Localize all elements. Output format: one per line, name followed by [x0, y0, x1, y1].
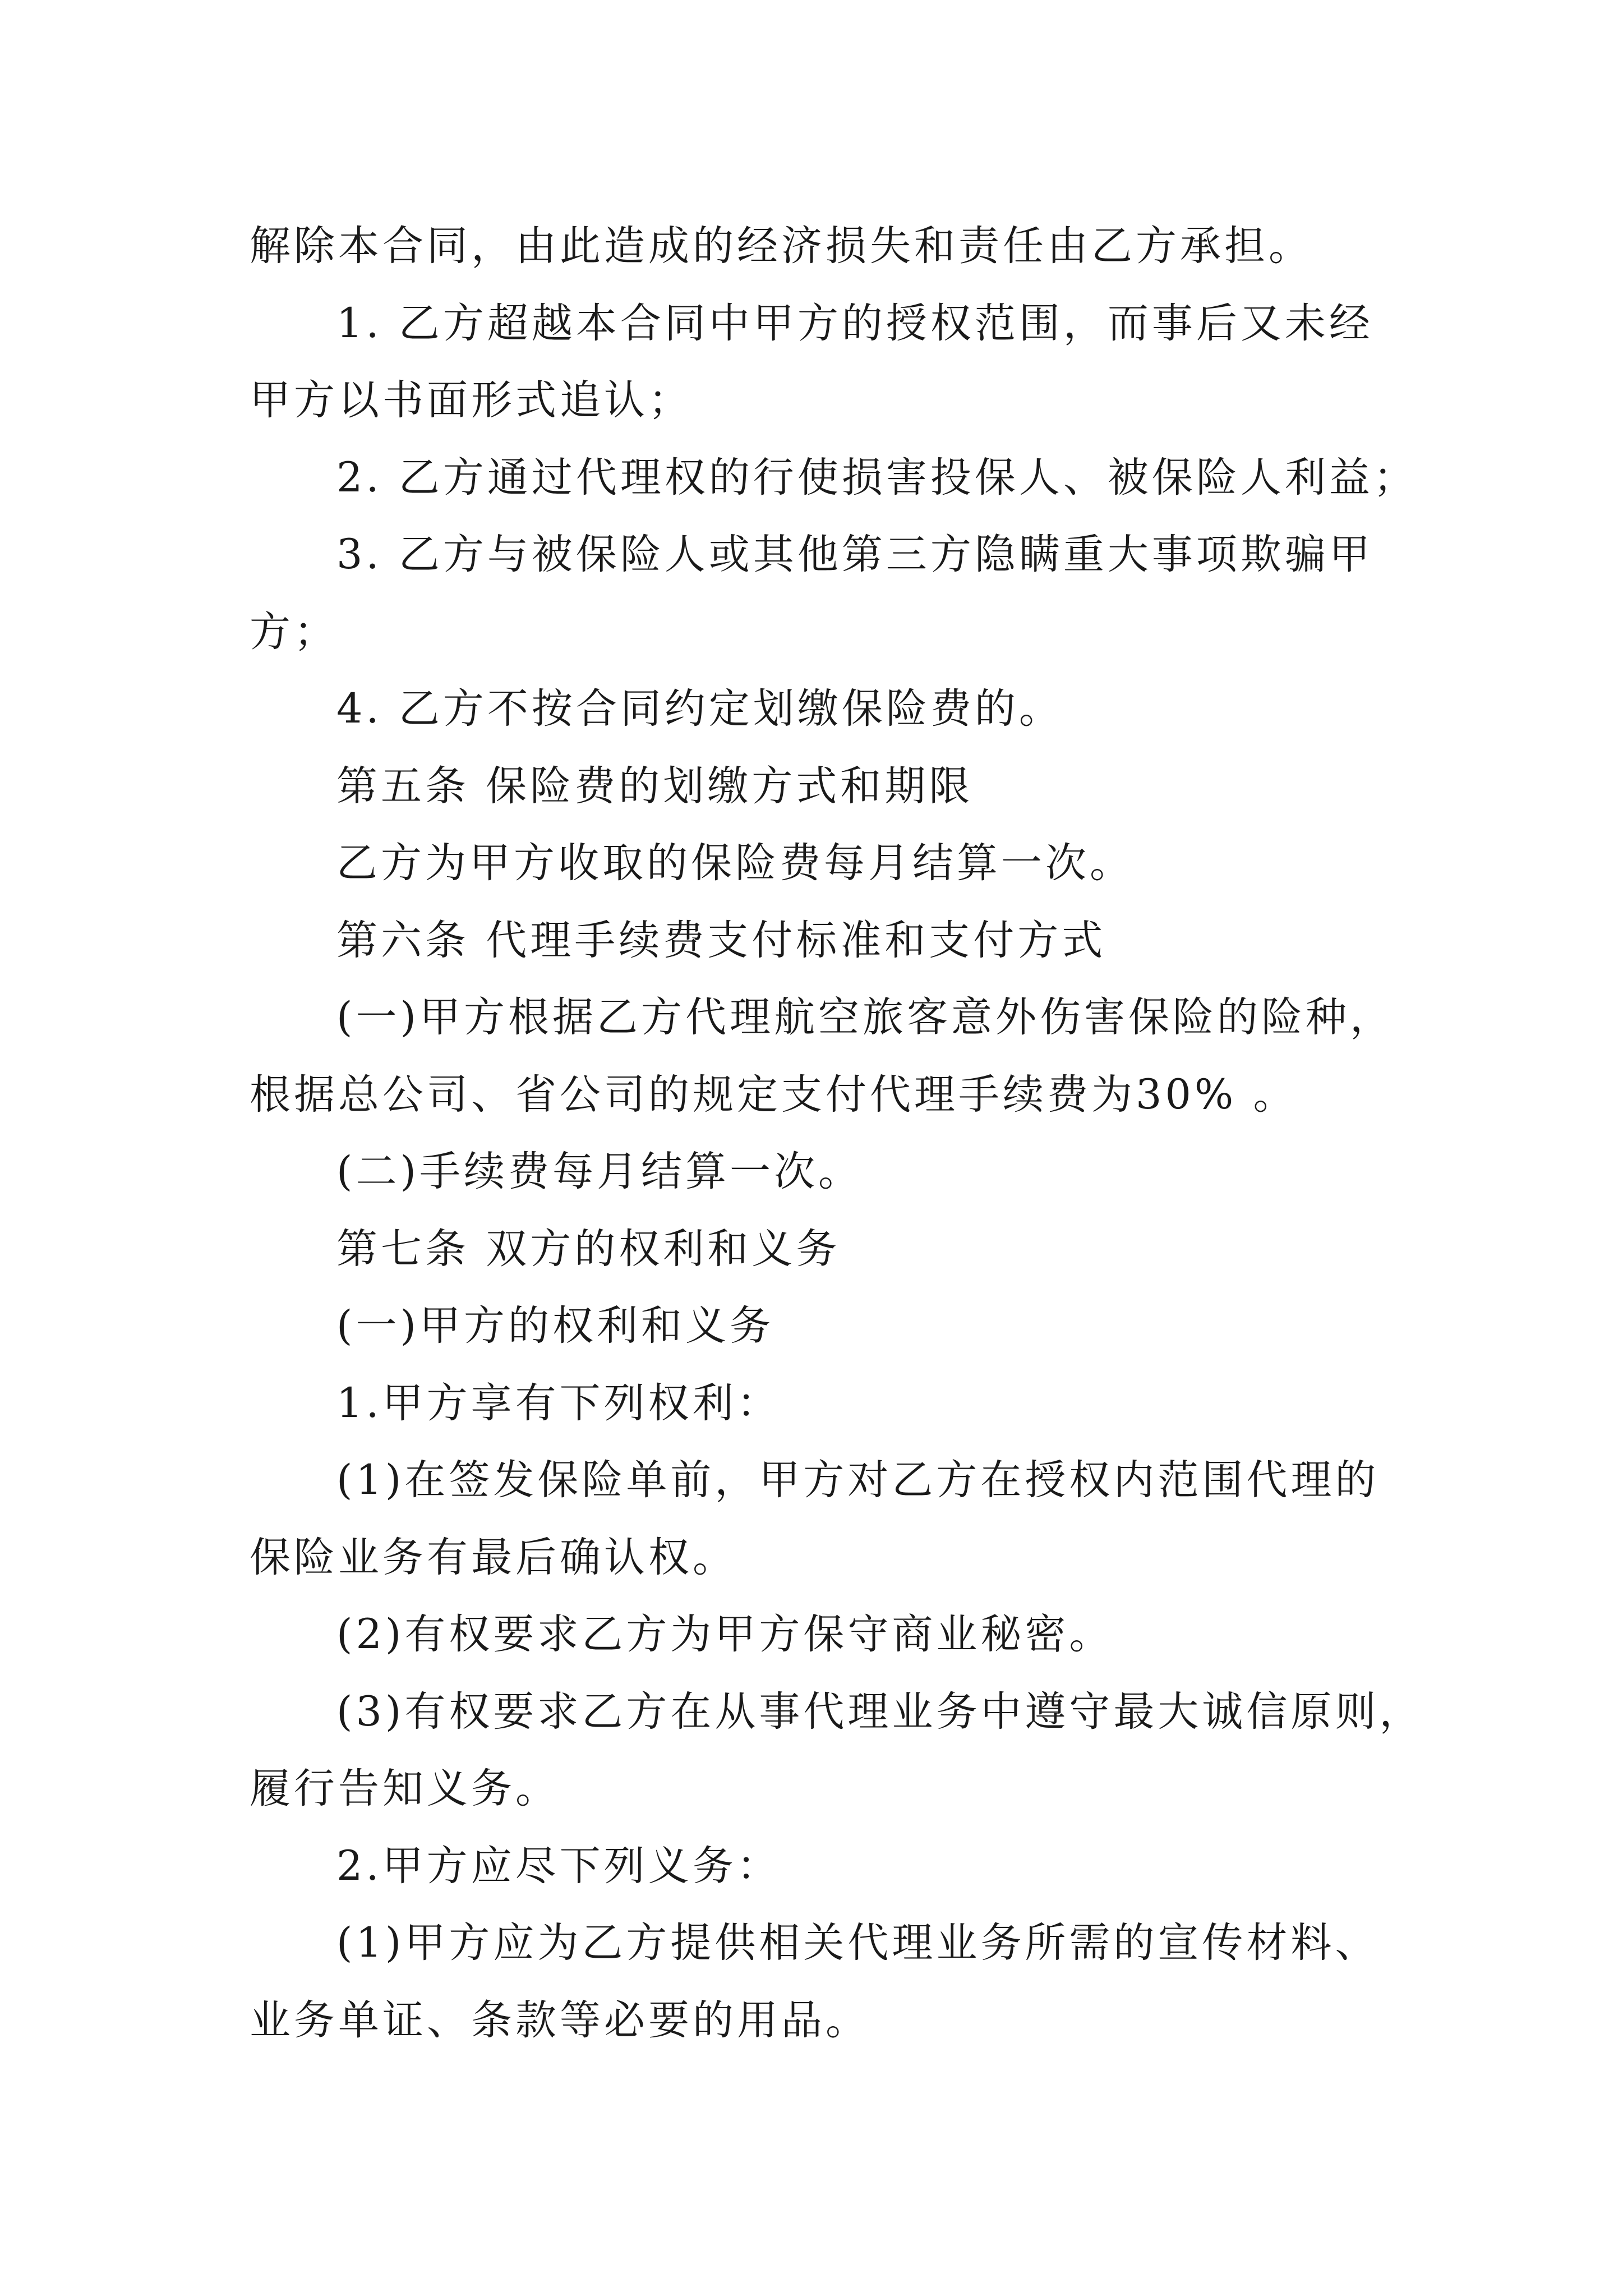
- text-line: 乙方为甲方收取的保险费每月结算一次。: [336, 839, 1134, 887]
- text-line: 1. 乙方超越本合同中甲方的授权范围，而事后又未经: [336, 299, 1373, 347]
- article-heading: 第五条 保险费的划缴方式和期限: [336, 762, 974, 810]
- document-body: [250, 208, 1424, 2059]
- article-heading: 第七条 双方的权利和义务: [336, 1225, 841, 1273]
- text-line: (1)在签发保险单前，甲方对乙方在授权内范围代理的: [336, 1456, 1380, 1504]
- text-line: (3)有权要求乙方在从事代理业务中遵守最大诚信原则，: [336, 1687, 1424, 1736]
- section-heading: (一)甲方的权利和义务: [336, 1302, 774, 1350]
- text-line: 保险业务有最后确认权。: [250, 1533, 737, 1581]
- text-line: (1)甲方应为乙方提供相关代理业务所需的宣传材料、: [336, 1919, 1380, 1967]
- text-line: 2.甲方应尽下列义务：: [336, 1842, 781, 1890]
- text-line: (二)手续费每月结算一次。: [336, 1148, 863, 1195]
- text-line: 根据总公司、省公司的规定支付代理手续费为30% 。: [250, 1070, 1298, 1119]
- text-line: 1.甲方享有下列权利：: [336, 1379, 781, 1427]
- text-line: 4. 乙方不按合同约定划缴保险费的。: [336, 685, 1063, 733]
- text-line: 解除本合同，由此造成的经济损失和责任由乙方承担。: [250, 222, 1313, 270]
- text-line: (2)有权要求乙方为甲方保守商业秘密。: [336, 1611, 1114, 1658]
- text-line: 甲方以书面形式追认；: [250, 376, 693, 424]
- article-heading: 第六条 代理手续费支付标准和支付方式: [336, 916, 1106, 964]
- text-line: 履行告知义务。: [250, 1765, 560, 1812]
- text-line: 2. 乙方通过代理权的行使损害投保人、被保险人利益；: [336, 453, 1418, 501]
- text-line: (一)甲方根据乙方代理航空旅客意外伤害保险的险种，: [336, 993, 1394, 1041]
- text-line: 业务单证、条款等必要的用品。: [250, 1996, 870, 2044]
- text-line: 3. 乙方与被保险人或其他第三方隐瞒重大事项欺骗甲: [336, 531, 1373, 578]
- text-line: 方；: [250, 608, 338, 656]
